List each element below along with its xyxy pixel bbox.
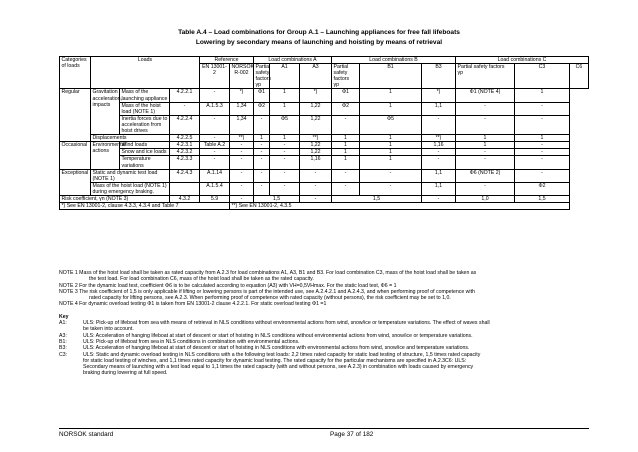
header-a1: A1: [270, 64, 300, 89]
header-categories: Categories of loads: [60, 57, 91, 89]
a3-cell: -: [270, 182, 300, 195]
table-row: [60, 182, 589, 195]
header-psf-c: Partial safety factors γp: [456, 64, 515, 89]
category-cell: Regular: [60, 89, 91, 142]
key-tag: C3:: [59, 351, 68, 358]
key-heading: Key: [59, 313, 69, 320]
b3-cell: -: [360, 169, 422, 182]
en-cell: -: [170, 102, 200, 115]
header-b3: B3: [422, 64, 456, 89]
psf-b-cell: **): [300, 135, 332, 142]
load-cell: Wind loads: [120, 142, 170, 149]
footnote-left: *) See EN 13001-2, clause 4.3.3, 4.3.4 and Table 7: [60, 203, 230, 210]
header-loads: Loads: [91, 57, 200, 89]
en-cell: 4.2.4.3: [170, 169, 200, 182]
table-row: [60, 149, 589, 156]
a3-cell: -: [270, 169, 300, 182]
b1-cell: -: [332, 115, 360, 134]
table-row: [60, 169, 589, 182]
c6-cell: -: [515, 102, 570, 115]
key-item: [59, 320, 594, 333]
category-cell: Exceptional: [60, 169, 91, 195]
load-cell: Static and dynamic test load (NOTE 1): [91, 169, 170, 182]
a1-cell: -: [254, 182, 270, 195]
table-row: [60, 156, 589, 169]
key-line: ULS: Acceleration of hanging lifeboat at start of descent or start of hoisting in NLS conditions without environmental actions from wind, snow/ice or temperature variations.: [83, 332, 473, 339]
note-line: rated capacity for lifting persons, see A.2.3. When performing proof of competence with rated capacity (without persons), the risk coefficient may be set to 1,0.: [89, 295, 451, 302]
load-cell: Inertia forces due to acceleration from hoist drives: [120, 115, 170, 134]
b1-cell: Φ1: [332, 89, 360, 102]
psf-c-cell: -: [422, 115, 456, 134]
table-row: [60, 115, 589, 134]
norsok-cell: 5.9: [200, 195, 230, 202]
a3-cell: -: [270, 142, 300, 149]
b3-cell: -: [360, 182, 422, 195]
b3-cell: 1: [360, 156, 422, 169]
a3-cell: 1: [270, 89, 300, 102]
psf-c-cell: *): [422, 89, 456, 102]
psf-b-cell: -: [300, 182, 332, 195]
a1-cell: -: [254, 142, 270, 149]
norsok-cell: -: [200, 149, 230, 156]
c6-cell: -: [515, 142, 570, 149]
norsok-cell: A.1.14: [200, 169, 230, 182]
header-reference: Reference: [200, 57, 254, 64]
c6-cell: -: [515, 149, 570, 156]
header-lca: Load combinations A: [254, 57, 332, 64]
b3-cell: 1: [360, 142, 422, 149]
a3-cell: Φ5: [270, 115, 300, 134]
table-row: [60, 142, 589, 149]
psf-a-cell: -: [230, 195, 254, 202]
c3-cell: Φ6 (NOTE 2): [456, 169, 515, 182]
norsok-cell: -: [200, 89, 230, 102]
b1-cell: 1: [332, 135, 360, 142]
b1-cell: 1: [332, 156, 360, 169]
header-a3: A3: [300, 64, 332, 89]
c3-cell: 1: [456, 135, 515, 142]
load-cell: Snow and ice loads: [120, 149, 170, 156]
b3-cell: 1: [360, 149, 422, 156]
norsok-cell: A.1.5.4: [200, 182, 230, 195]
psf-c-cell: -: [422, 156, 456, 169]
footer-page-number: Page 37 of 182: [330, 431, 374, 438]
header-b1: B1: [360, 64, 422, 89]
c3-cell: -: [456, 149, 515, 156]
load-cell: Mass of the hoist load (NOTE 1): [120, 102, 170, 115]
psf-c-cell: **): [422, 135, 456, 142]
c3-cell: -: [456, 182, 515, 195]
a1-cell: Φ2: [254, 102, 270, 115]
c6-cell: -: [515, 156, 570, 169]
b1-cell: -: [332, 169, 360, 182]
c6-cell: 1: [515, 89, 570, 102]
en-cell: 4.2.2.5: [170, 135, 200, 142]
psf-c-cell: 1,1: [422, 182, 456, 195]
key-tag: B1:: [59, 338, 67, 345]
note-line: NOTE 3 The risk coefficient of 1,5 is only applicable if lifting or lowering persons is part of the intended use, see A.2.4.2.1 and A.2.4.3, and when performing proof of competence with: [59, 288, 475, 295]
table-row: [60, 102, 589, 115]
key-tag: A3:: [59, 332, 67, 339]
key-line: ULS: Acceleration of hanging lifeboat at start of descent or start of hoisting in NLS conditions with environmental actions from wind, snow/ice and temperature variations.: [83, 345, 470, 352]
b1-cell: 1: [332, 149, 360, 156]
load-cell: Displacements: [91, 135, 170, 142]
notes-section: [59, 270, 594, 377]
a1-cell: -: [254, 115, 270, 134]
note-line: NOTE 4 For dynamic overload testing Φ1 is taken from EN 13001-2 clause 4.2.2.1. For static overload testing Φ1 =1: [59, 301, 327, 308]
psf-b-cell: *): [300, 89, 332, 102]
a3-cell: 1: [270, 135, 300, 142]
note-line: NOTE 1 Mass of the hoist load shall be taken as rated capacity from A.2.3 for load combinations A1, A3, B1 and B3. For load combination C3, mass of the hoist load shall be taken as: [59, 270, 477, 276]
c6-cell: -: [515, 115, 570, 134]
psf-a-cell: 1,34: [230, 102, 254, 115]
table-subtitle: Lowering by secondary means of launching and hoisting by means of retrieval: [195, 39, 443, 46]
footnote-row: [60, 203, 589, 210]
key-line: Secondary means of launching with a test load equal to 1,1 times the rated capacity (with and without persons, see A.2.3) in combination with loads caused by emergency: [83, 364, 474, 371]
psf-b-cell: 1,22: [300, 115, 332, 134]
psf-a-cell: -: [230, 182, 254, 195]
risk-label: Risk coefficient, γn (NOTE 3): [60, 195, 170, 202]
note-line: NOTE 2 For the dynamic load test, coefficient Φ6 is to be calculated according to equation (A3) with VH=0,5VHmax. For the static load test, Φ6 = 1: [59, 282, 397, 289]
norsok-cell: -: [200, 115, 230, 134]
header-c3: C3: [515, 64, 570, 89]
load-cell: Temperature variations: [120, 156, 170, 169]
a1-cell: -: [254, 156, 270, 169]
key-line: ULS: Pick-up of lifeboat from sea in NLS conditions in combination with environmental actions.: [83, 338, 300, 345]
category-cell: Occasional: [60, 142, 91, 169]
en-cell: 4.2.2.4: [170, 115, 200, 134]
psf-b-cell: -: [300, 195, 332, 202]
header-lcc: Load combinations C: [456, 57, 589, 64]
psf-a-cell: **): [230, 135, 254, 142]
b1-cell: 1: [332, 142, 360, 149]
psf-b-cell: 1,22: [300, 102, 332, 115]
load-combinations-table: [59, 56, 589, 210]
footer-divider: [59, 428, 589, 429]
a1-cell: Φ1: [254, 89, 270, 102]
psf-c-cell: 1,1: [422, 102, 456, 115]
risk-row: [60, 195, 589, 202]
c6-cell: -: [515, 169, 570, 182]
psf-a-cell: -: [230, 156, 254, 169]
en-cell: [170, 182, 200, 195]
header-row-1: [60, 57, 589, 64]
en-cell: 4.2.2.1: [170, 89, 200, 102]
psf-a-cell: 1,34: [230, 115, 254, 134]
psf-a-cell: *): [230, 89, 254, 102]
key-tag: B3:: [59, 345, 67, 352]
b3-cell: 1: [360, 89, 422, 102]
c6-cell: 1: [515, 135, 570, 142]
a1-cell: 1: [254, 135, 270, 142]
table-title: Table A.4 – Load combinations for Group A.1 – Launching appliances for free fall lifeboats: [178, 29, 460, 36]
c6-cell: 1,5: [515, 195, 570, 202]
b1-cell: Φ2: [332, 102, 360, 115]
key-line: for static load testing of winches, and 1,1 times rated capacity for dynamic load testing. The rated capacity for the particular mechanisms are specified in A.2.3C6: ULS:: [83, 357, 467, 364]
footer-standard-name: NORSOK standard: [59, 431, 114, 438]
key-line: ULS: Static and dynamic overload testing in NLS conditions with a the following test loads: 2,2 times rated capacity for static load testing of structure, 1,5 times rated capacity: [83, 351, 481, 358]
table-row: [60, 135, 589, 142]
load-group-cell: Gravitation acceleration, impacts: [91, 89, 120, 135]
header-psf-b: Partial safety factors γp: [332, 64, 360, 89]
norsok-cell: -: [200, 156, 230, 169]
key-line: braking during lowering at full speed.: [83, 370, 168, 377]
norsok-cell: A.1.5.3: [200, 102, 230, 115]
en-cell: 4.3.2: [170, 195, 200, 202]
psf-b-cell: 1,22: [300, 142, 332, 149]
c3-cell: -: [456, 115, 515, 134]
b3-cell: Φ5: [360, 115, 422, 134]
header-lcb: Load combinations B: [332, 57, 456, 64]
c3-cell: 1,0: [456, 195, 515, 202]
en-cell: 4.2.3.3: [170, 156, 200, 169]
psf-c-cell: 1,1: [422, 169, 456, 182]
load-group-cell: Environmental actions: [91, 142, 120, 169]
norsok-cell: -: [200, 135, 230, 142]
en-cell: 4.2.3.2: [170, 149, 200, 156]
key-item: [59, 352, 594, 377]
key-line: ULS: Pick-up of lifeboat from sea with means of retrieval in NLS conditions without environmental actions from wind, snow/ice or temperature variations. The effect of waves shall: [83, 320, 490, 327]
a1-cell: -: [254, 149, 270, 156]
psf-a-cell: -: [230, 149, 254, 156]
a3-cell: -: [270, 149, 300, 156]
footnote-right: **) See EN 13001-2, 4.3.5: [230, 203, 570, 210]
psf-c-cell: -: [422, 149, 456, 156]
psf-a-cell: -: [230, 142, 254, 149]
psf-b-cell: 1,16: [300, 156, 332, 169]
key-line: be taken into account.: [83, 326, 134, 333]
b3-cell: 1: [360, 135, 422, 142]
note-line: the test load. For load combination C6, mass of the hoist load shall be taken as the rated capacity.: [89, 276, 314, 283]
psf-c-cell: -: [422, 195, 456, 202]
a1-cell: -: [254, 169, 270, 182]
header-norsok: NORSOK R-002: [230, 64, 254, 89]
c6-cell: Φ2: [515, 182, 570, 195]
a3-cell: -: [270, 156, 300, 169]
header-en: EN 13001-2: [200, 64, 230, 89]
risk-b-value: 1,5: [332, 195, 422, 202]
psf-a-cell: -: [230, 169, 254, 182]
b1-cell: -: [332, 182, 360, 195]
risk-a-value: 1,5: [254, 195, 300, 202]
c3-cell: -: [456, 156, 515, 169]
psf-b-cell: 1,22: [300, 149, 332, 156]
psf-b-cell: -: [300, 169, 332, 182]
load-cell: Mass of the hoist load (NOTE 1) during emergency braking.: [91, 182, 170, 195]
header-psf-a: Partial safety factors γp: [255, 64, 272, 89]
header-c6: C6: [570, 64, 589, 89]
en-cell: 4.2.3.1: [170, 142, 200, 149]
key-tag: A1:: [59, 320, 67, 327]
load-cell: Mass of the launching appliance: [120, 89, 170, 102]
c3-cell: 1: [456, 142, 515, 149]
table-row: [60, 89, 589, 102]
c3-cell: -: [456, 102, 515, 115]
norsok-cell: Table A.2: [200, 142, 230, 149]
c3-cell: Φ1 (NOTE 4): [456, 89, 515, 102]
b3-cell: 1: [360, 102, 422, 115]
psf-c-cell: 1,16: [422, 142, 456, 149]
a3-cell: 1: [270, 102, 300, 115]
